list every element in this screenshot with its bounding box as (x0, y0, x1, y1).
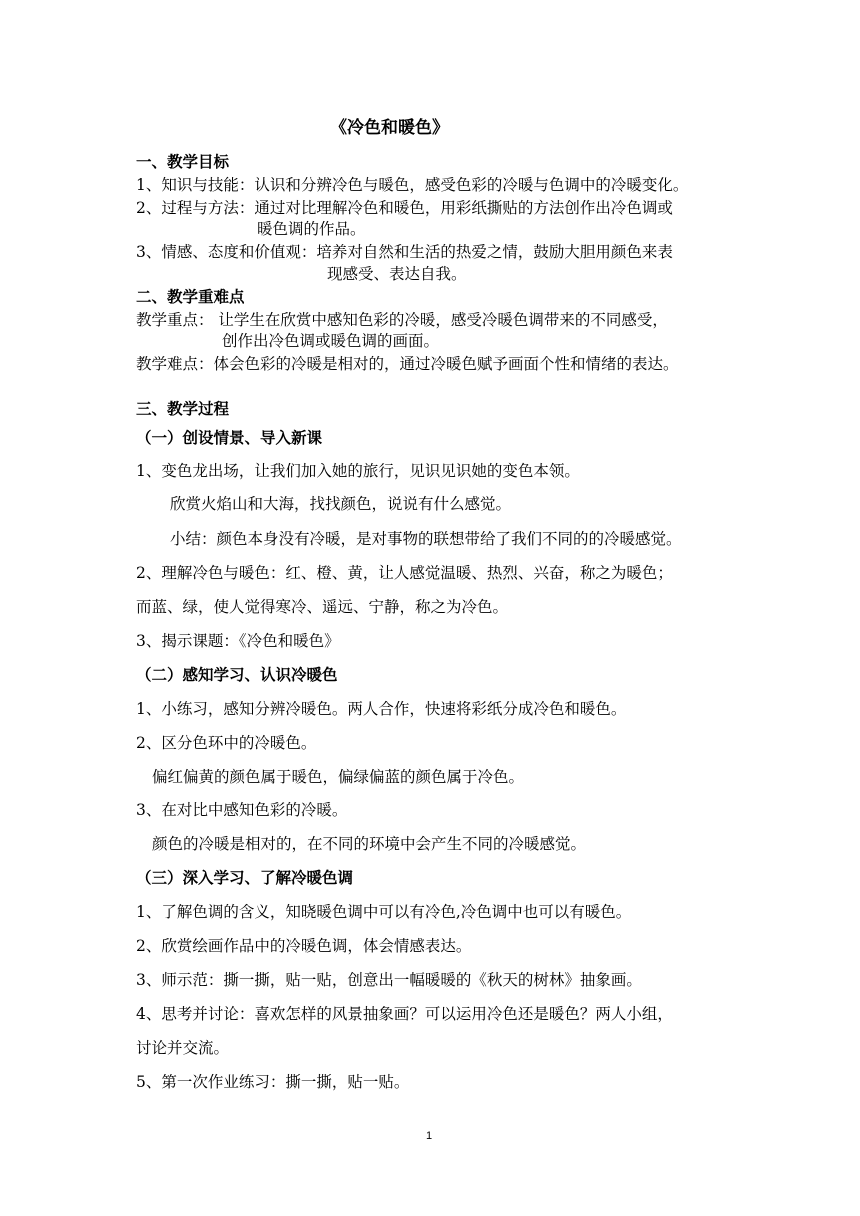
list-item: 3、揭示课题：《冷色和暖色》 (136, 632, 340, 650)
objective-attitude-cont: 现感受、表达自我。 (327, 265, 467, 283)
list-item: 3、师示范：撕一撕，贴一贴，创意出一幅暖暖的《秋天的树林》抽象画。 (136, 971, 642, 989)
objective-process: 2、过程与方法：通过对比理解冷色和暖色，用彩纸撕贴的方法创作出冷色调或 (136, 199, 673, 217)
list-item: 讨论并交流。 (136, 1039, 230, 1057)
objective-knowledge: 1、知识与技能：认识和分辨冷色与暖色，感受色彩的冷暖与色调中的冷暖变化。 (136, 176, 689, 194)
list-item: 2、欣赏绘画作品中的冷暖色调，体会情感表达。 (136, 937, 472, 955)
list-item: 1、了解色调的含义，知晓暖色调中可以有冷色,冷色调中也可以有暖色。 (136, 903, 632, 921)
list-item: 2、理解冷色与暖色：红、橙、黄，让人感觉温暖、热烈、兴奋，称之为暖色； (136, 564, 673, 582)
page-title: 《冷色和暖色》 (330, 118, 449, 138)
section-heading-process: 三、教学过程 (136, 399, 230, 418)
list-item: 欣赏火焰山和大海，找找颜色，说说有什么感觉。 (170, 495, 512, 513)
subsection-heading-deepen: （三）深入学习、了解冷暖色调 (136, 868, 354, 887)
objective-attitude: 3、情感、态度和价值观：培养对自然和生活的热爱之情，鼓励大胆用颜色来表 (136, 243, 673, 261)
key-point: 教学重点： 让学生在欣赏中感知色彩的冷暖，感受冷暖色调带来的不同感受， (136, 311, 668, 329)
list-item: 而蓝、绿，使人觉得寒冷、遥远、宁静，称之为冷色。 (136, 598, 509, 616)
list-item: 颜色的冷暖是相对的，在不同的环境中会产生不同的冷暖感觉。 (152, 835, 587, 853)
subsection-heading-intro: （一）创设情景、导入新课 (136, 428, 323, 447)
list-item: 3、在对比中感知色彩的冷暖。 (136, 801, 348, 819)
objective-process-cont: 暖色调的作品。 (257, 220, 366, 238)
section-heading-objectives: 一、教学目标 (136, 152, 230, 171)
list-item: 偏红偏黄的颜色属于暖色，偏绿偏蓝的颜色属于冷色。 (152, 768, 525, 786)
list-item: 1、变色龙出场，让我们加入她的旅行，见识见识她的变色本领。 (136, 462, 580, 480)
key-point-cont: 创作出冷色调或暖色调的画面。 (222, 332, 440, 350)
list-item: 2、区分色环中的冷暖色。 (136, 734, 317, 752)
difficulty-point: 教学难点：体会色彩的冷暖是相对的，通过冷暖色赋予画面个性和情绪的表达。 (136, 355, 679, 373)
list-item: 5、第一次作业练习：撕一撕，贴一贴。 (136, 1073, 410, 1091)
subsection-heading-perceive: （二）感知学习、认识冷暖色 (136, 665, 338, 684)
list-item: 小结：颜色本身没有冷暖，是对事物的联想带给了我们不同的的冷暖感觉。 (170, 530, 682, 548)
page-number: 1 (426, 1130, 433, 1142)
list-item: 4、思考并讨论：喜欢怎样的风景抽象画？可以运用冷色还是暖色？两人小组， (136, 1005, 673, 1023)
section-heading-key-points: 二、教学重难点 (136, 287, 245, 306)
list-item: 1、小练习，感知分辨冷暖色。两人合作，快速将彩纸分成冷色和暖色。 (136, 700, 627, 718)
